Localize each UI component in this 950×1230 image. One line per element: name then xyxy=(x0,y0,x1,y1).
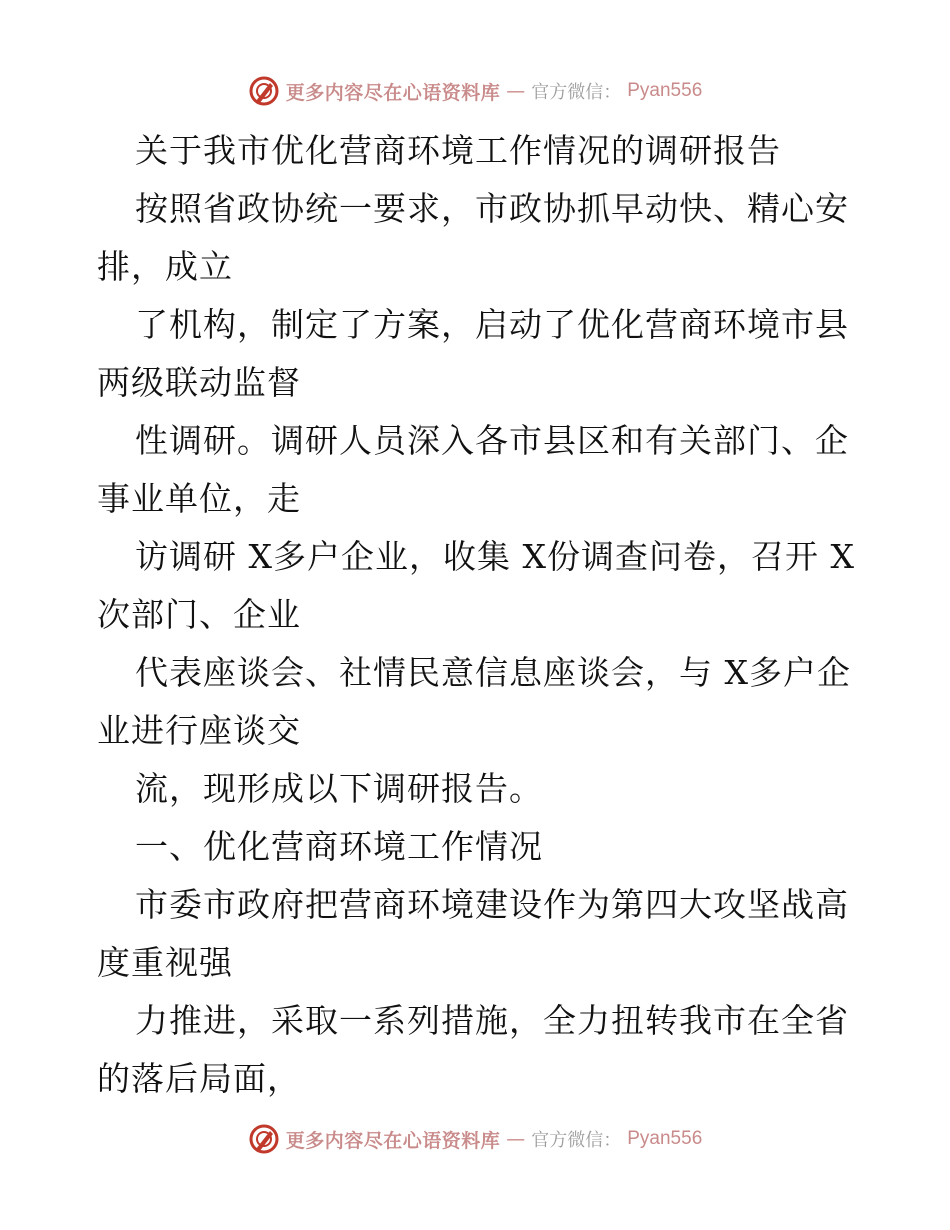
footer-watermark xyxy=(0,1119,950,1159)
paragraph: 访调研 X多户企业，收集 X份调查问卷，召开 X次部门、企业 xyxy=(97,537,855,634)
section-heading: 一、优化营商环境工作情况 xyxy=(135,827,543,866)
paragraph: 流，现形成以下调研报告。 xyxy=(135,769,543,808)
paragraph: 力推进，采取一系列措施，全力扭转我市在全省的落后局面， xyxy=(97,1001,849,1098)
watermark-separator: — xyxy=(506,80,526,102)
watermark-separator: — xyxy=(506,1128,526,1150)
watermark-site-text: 更多内容尽在心语资料库 xyxy=(285,1129,501,1152)
paragraph: 市委市政府把营商环境建设作为第四大攻坚战高度重视强 xyxy=(97,885,849,982)
watermark-wechat-id: Pyan556 xyxy=(627,1128,703,1149)
watermark-wechat-id: Pyan556 xyxy=(627,80,703,101)
header-watermark xyxy=(0,71,950,111)
paragraph: 代表座谈会、社情民意信息座谈会，与 X多户企业进行座谈交 xyxy=(97,653,851,750)
document-title: 关于我市优化营商环境工作情况的调研报告 xyxy=(135,131,781,170)
watermark-wechat-label: 官方微信： xyxy=(531,1130,622,1151)
watermark-wechat-label: 官方微信： xyxy=(531,82,622,103)
watermark-site-text: 更多内容尽在心语资料库 xyxy=(285,81,501,104)
paragraph: 性调研。调研人员深入各市县区和有关部门、企事业单位，走 xyxy=(97,421,849,518)
paragraph: 了机构，制定了方案，启动了优化营商环境市县两级联动监督 xyxy=(97,305,849,402)
logo-icon xyxy=(248,75,280,107)
document-body xyxy=(97,122,857,1108)
logo-icon xyxy=(248,1123,280,1155)
paragraph: 按照省政协统一要求，市政协抓早动快、精心安排，成立 xyxy=(97,189,849,286)
